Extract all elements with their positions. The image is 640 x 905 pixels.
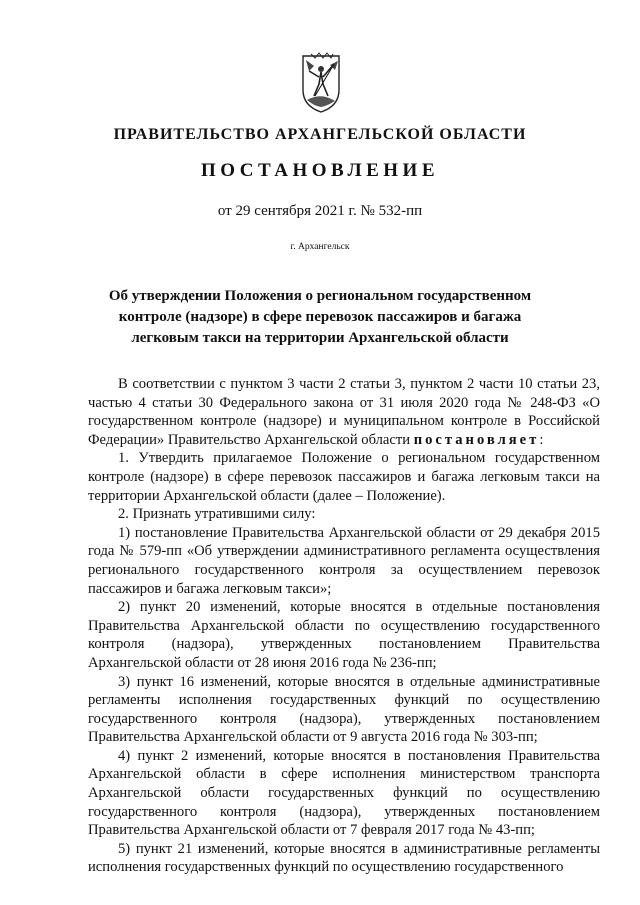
government-name: ПРАВИТЕЛЬСТВО АРХАНГЕЛЬСКОЙ ОБЛАСТИ	[113, 126, 527, 143]
resolves-word: постановляет	[413, 431, 540, 448]
document-type: ПОСТАНОВЛЕНИЕ	[200, 160, 440, 181]
paragraph-2: 2. Признать утратившими силу:	[118, 506, 316, 523]
coat-of-arms-emblem	[297, 52, 345, 114]
city: г. Архангельск	[290, 242, 350, 252]
document-title	[80, 286, 560, 349]
list-item: 2) пункт 20 изменений, которые вносятся в отдельные постановления Правительства Архангельской области по осуществлению государственного контроля (надзора), утвержденных постановлением Правительства Архангельской области от 28 июня 2016 года № 236-пп;	[88, 599, 600, 671]
title-line: легковым такси на территории Архангельской области	[131, 330, 509, 346]
list-item: 5) пункт 21 изменений, которые вносятся в административные регламенты исполнения государственных функций по осуществлению государственного	[88, 840, 600, 876]
title-line: Об утверждении Положения о региональном государственном	[108, 288, 532, 304]
intro-paragraph	[88, 375, 600, 449]
intro-text: В соответствии с пунктом 3 части 2 статьи 3, пунктом 2 части 10 статьи 23, частью 4 статьи 30 Федерального закона от 31 июля 2020 года № 248-ФЗ «О государственном контроле (надзоре) и муниципальном контроле в Российской Федерации» Правительство Архангельской области	[88, 376, 600, 448]
date-and-number: от 29 сентября 2021 г. № 532-пп	[217, 203, 423, 219]
list-item: 4) пункт 2 изменений, которые вносятся в постановления Правительства Архангельской области в сфере исполнения министерством транспорта Архангельской области государственных функций по осуществлению государственного контроля (надзора), утвержденных постановлением Правительства Архангельской области от 7 февраля 2017 года № 43-пп;	[88, 747, 600, 839]
title-line: контроле (надзоре) в сфере перевозок пассажиров и багажа	[118, 309, 522, 325]
intro-end: :	[539, 431, 544, 448]
list-item: 1) постановление Правительства Архангельской области от 29 декабря 2015 года № 579-пп «Об утверждении административного регламента осуществления регионального государственного контроля за осуществлением перевозок пассажиров и багажа легковым такси»;	[88, 524, 600, 597]
document-body	[88, 375, 600, 877]
list-item: 3) пункт 16 изменений, которые вносятся в отдельные административные регламенты исполнения государственных функций по осуществлению государственного контроля (надзора), утвержденных постановлением Правительства Архангельской области от 9 августа 2016 года № 303-пп;	[88, 673, 600, 746]
paragraph-1: 1. Утвердить прилагаемое Положение о региональном государственном контроле (надзоре) в сфере перевозок пассажиров и багажа легковым такси на территории Архангельской области (далее – Положение).	[88, 450, 600, 504]
